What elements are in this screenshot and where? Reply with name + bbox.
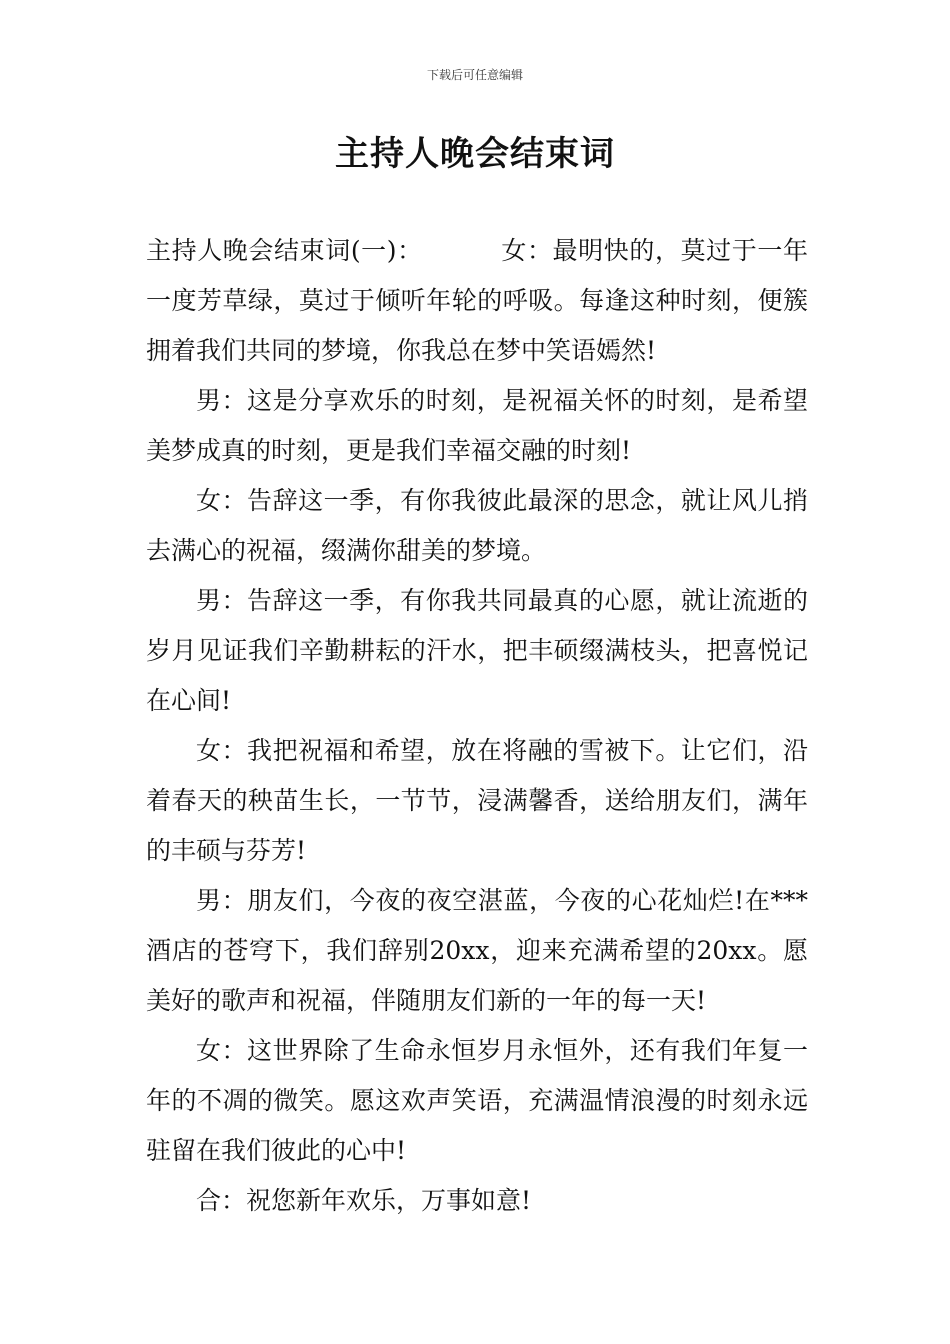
paragraph-male-1: 男：这是分享欢乐的时刻，是祝福关怀的时刻，是希望美梦成真的时刻，更是我们幸福交融的时刻! bbox=[146, 386, 808, 465]
intro-paragraph bbox=[146, 226, 808, 376]
paragraph-male-3: 男：朋友们，今夜的夜空湛蓝，今夜的心花灿烂!在***酒店的苍穹下，我们辞别20xx，迎来充满希望的20xx。愿美好的歌声和祝福，伴随朋友们新的一年的每一天! bbox=[146, 886, 808, 1015]
paragraph-female-2: 女：我把祝福和希望，放在将融的雪被下。让它们，沿着春天的秧苗生长，一节节，浸满馨香，送给朋友们，满年的丰硕与芬芳! bbox=[146, 736, 808, 865]
intro-text: 女：最明快的，莫过于一年一度芳草绿，莫过于倾听年轮的呼吸。每逢这种时刻，便簇拥着我们共同的梦境，你我总在梦中笑语嫣然! bbox=[146, 236, 808, 365]
paragraph-together: 合：祝您新年欢乐，万事如意! bbox=[196, 1186, 532, 1215]
document-title: 主持人晚会结束词 bbox=[335, 134, 615, 174]
page-header-note: 下载后可任意编辑 bbox=[426, 68, 523, 82]
paragraph-male-2: 男：告辞这一季，有你我共同最真的心愿，就让流逝的岁月见证我们辛勤耕耘的汗水，把丰硕缀满枝头，把喜悦记在心间! bbox=[146, 586, 808, 715]
intro-label: 主持人晚会结束词(一)： bbox=[146, 236, 423, 265]
document-body bbox=[146, 226, 808, 1226]
paragraph-female-3: 女：这世界除了生命永恒岁月永恒外，还有我们年复一年的不凋的微笑。愿这欢声笑语，充满温情浪漫的时刻永远驻留在我们彼此的心中! bbox=[146, 1036, 808, 1165]
paragraph-female-1: 女：告辞这一季，有你我彼此最深的思念，就让风儿捎去满心的祝福，缀满你甜美的梦境。 bbox=[146, 486, 808, 565]
